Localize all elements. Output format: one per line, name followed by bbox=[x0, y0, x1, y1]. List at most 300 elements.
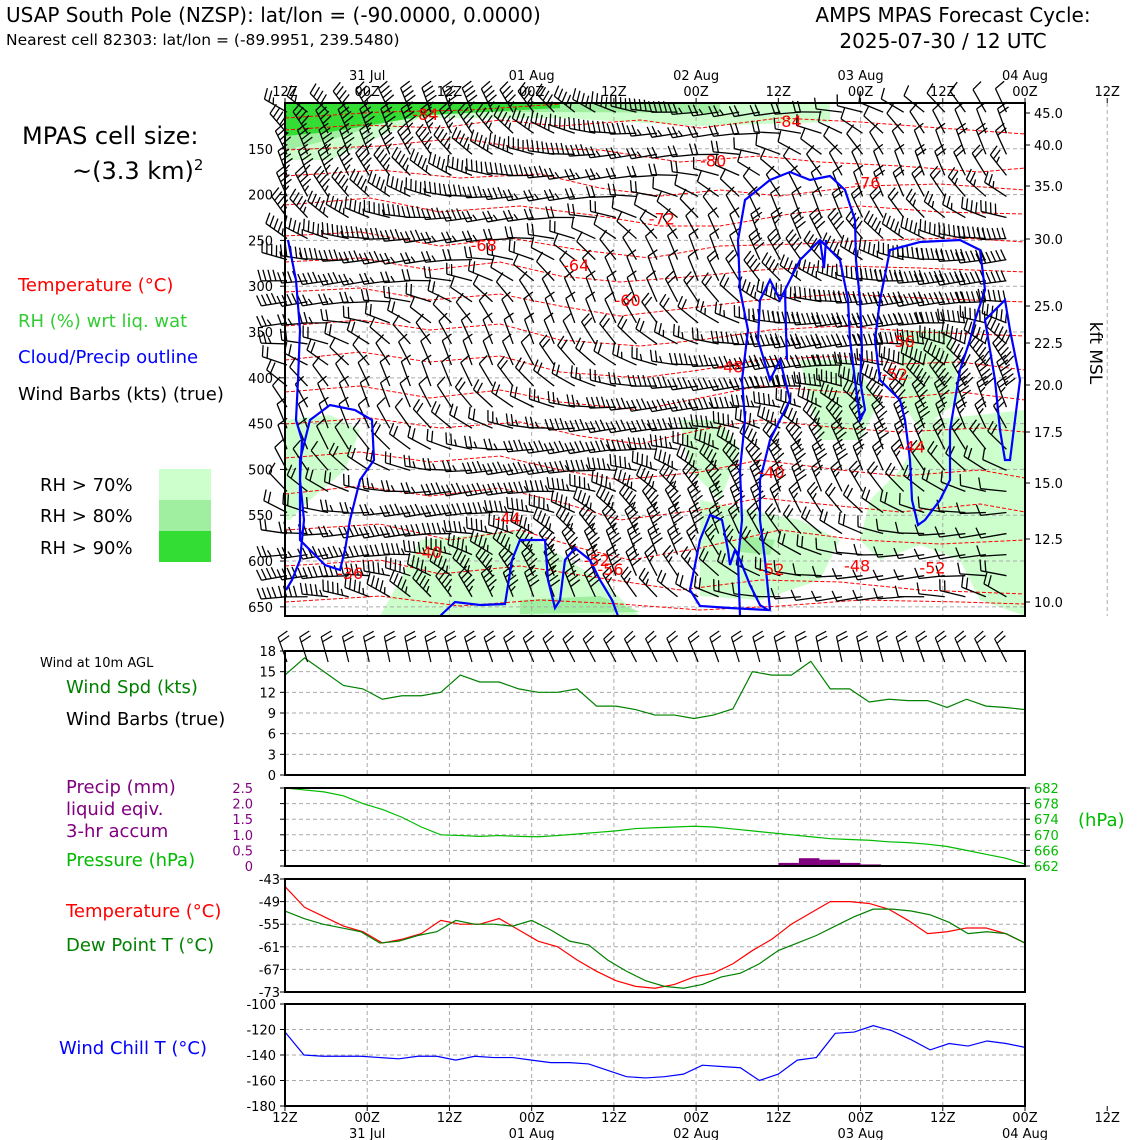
wind-barb-flag bbox=[498, 482, 503, 492]
wind-barb-flag bbox=[879, 228, 881, 234]
wind-barb-flag bbox=[385, 636, 395, 641]
wind-barb-flag bbox=[630, 554, 639, 561]
wind-barb-flag bbox=[330, 337, 335, 347]
wind-barb-flag bbox=[275, 192, 282, 201]
wind-barb-flag bbox=[954, 344, 960, 354]
wind-barb-flag bbox=[836, 631, 846, 636]
wind-barb-flag bbox=[754, 391, 755, 402]
wind-barb-flag bbox=[749, 229, 758, 236]
wind-barb-flag bbox=[277, 569, 282, 579]
wind-barb-flag bbox=[278, 221, 282, 232]
wind-barb-flag bbox=[734, 439, 735, 446]
wind-barb-flag bbox=[733, 636, 743, 642]
wind-barb-flag bbox=[586, 636, 594, 644]
wind-barb-flag bbox=[958, 311, 960, 322]
y-right-tick-label: 10.0 bbox=[1034, 596, 1063, 611]
wind-barb-flag bbox=[842, 315, 847, 325]
wind-barb-flag bbox=[314, 248, 317, 259]
wind-barb-flag bbox=[958, 563, 960, 574]
wind-barb-flag bbox=[585, 512, 592, 521]
wind-barb-flag bbox=[683, 399, 688, 409]
wind-barb-flag bbox=[831, 461, 840, 468]
wind-barb-flag bbox=[289, 218, 291, 229]
wind-barb-flag bbox=[462, 81, 471, 88]
wind-barb-flag bbox=[786, 230, 793, 239]
wind-barb-flag bbox=[584, 318, 592, 326]
precip-tick-label: 2.0 bbox=[232, 797, 253, 813]
wind-barb-flag bbox=[1002, 228, 1005, 239]
wind-barb-flag bbox=[703, 398, 707, 409]
wind-barb-flag bbox=[508, 464, 513, 474]
wind-barb-flag bbox=[955, 178, 958, 184]
wind-barb-flag bbox=[775, 242, 783, 250]
wind-barb-flag bbox=[294, 586, 297, 597]
wind-barb bbox=[801, 139, 822, 155]
wind-barb-flag bbox=[405, 137, 413, 145]
wind-barb-flag bbox=[339, 201, 342, 212]
wind-barb-flag bbox=[728, 414, 729, 425]
wind-barb-flag bbox=[329, 530, 333, 536]
wind-barb-flag bbox=[668, 127, 673, 137]
wind-barb bbox=[504, 638, 513, 662]
y-tick-label: -73 bbox=[258, 986, 280, 1001]
wind-barb bbox=[558, 345, 575, 365]
wind-barb-flag bbox=[558, 89, 562, 100]
wind-barb-flag bbox=[590, 169, 595, 179]
wind-barb-flag bbox=[950, 292, 954, 303]
precip-tick-label: 1.5 bbox=[232, 813, 253, 829]
wind-barb-flag bbox=[648, 491, 655, 500]
wind-barb-flag bbox=[320, 590, 322, 596]
wind-barb-flag bbox=[491, 256, 494, 267]
wind-barb-flag bbox=[996, 123, 1005, 130]
wind-barb-flag bbox=[804, 231, 810, 241]
wind-barb-flag bbox=[931, 312, 934, 323]
wind-barb-flag bbox=[378, 562, 379, 573]
wind-barb bbox=[393, 324, 410, 343]
wind-barb-flag bbox=[834, 242, 839, 252]
wind-barb-flag bbox=[806, 336, 811, 346]
wind-barb-flag bbox=[422, 132, 429, 141]
wind-barb bbox=[551, 502, 575, 513]
wind-barb-flag bbox=[916, 631, 925, 637]
y-tick-label: 18 bbox=[259, 645, 276, 660]
wind-barb-flag bbox=[687, 524, 696, 532]
wind-barb-flag bbox=[562, 92, 566, 103]
wind-barb-flag bbox=[673, 400, 678, 410]
wind-barb-flag bbox=[650, 528, 659, 535]
wind-barb-flag bbox=[864, 211, 869, 221]
wind-barb-flag bbox=[976, 202, 977, 213]
wind-barb-flag bbox=[732, 420, 734, 427]
wind-barb-flag bbox=[441, 133, 447, 143]
wind-barb-flag bbox=[805, 288, 806, 299]
wind-barb bbox=[509, 251, 533, 260]
wind-barb bbox=[550, 231, 575, 238]
wind-barb-flag bbox=[431, 483, 436, 493]
wind-barb-flag bbox=[257, 588, 261, 599]
wind-barb-flag bbox=[477, 461, 481, 472]
temperature-label: -56 bbox=[888, 332, 915, 352]
wind-barb-flag bbox=[640, 209, 646, 218]
wind-barb bbox=[648, 256, 657, 280]
wind-barb-flag bbox=[325, 322, 327, 333]
wind-barb-flag bbox=[350, 169, 355, 179]
wind-barb-flag bbox=[618, 316, 623, 326]
wind-barb-flag bbox=[340, 292, 343, 303]
wind-barb-flag bbox=[627, 166, 631, 177]
wind-barb-flag bbox=[755, 242, 764, 249]
wind-barb-flag bbox=[796, 337, 801, 347]
wind-barb-flag bbox=[261, 569, 266, 579]
wind-barb-flag bbox=[545, 485, 548, 491]
wind-barb-flag bbox=[332, 167, 338, 176]
wind-barb bbox=[314, 175, 328, 197]
bottom-date-label: 01 Aug bbox=[508, 1127, 555, 1140]
wind-barb-flag bbox=[342, 631, 352, 637]
wind-barb bbox=[479, 364, 492, 386]
wind-barb-flag bbox=[544, 443, 549, 453]
wind-barb-flag bbox=[697, 328, 698, 339]
wind-barb bbox=[892, 131, 903, 154]
wind-barb-flag bbox=[375, 425, 381, 435]
wind-barb-flag bbox=[788, 261, 792, 272]
wind-barb-flag bbox=[612, 197, 613, 208]
wind-barb bbox=[455, 387, 472, 407]
wind-barb-flag bbox=[797, 221, 806, 228]
wind-barb-flag bbox=[709, 254, 718, 262]
wind-barb-flag bbox=[560, 494, 562, 505]
wind-barb-flag bbox=[380, 506, 385, 516]
wind-barb-flag bbox=[384, 286, 385, 297]
wind-barb-flag bbox=[957, 636, 966, 643]
wind-barb-flag bbox=[410, 505, 415, 515]
wind-barb-flag bbox=[360, 546, 364, 557]
wind-barb-flag bbox=[724, 378, 729, 388]
wind-barb-flag bbox=[796, 636, 806, 641]
wind-barb-flag bbox=[430, 182, 431, 193]
wind-barb bbox=[710, 638, 719, 662]
y-right-tick-label: 40.0 bbox=[1034, 139, 1063, 154]
wind-barb-flag bbox=[391, 176, 393, 187]
wind-barb-flag bbox=[280, 636, 289, 643]
wind-barb-flag bbox=[676, 161, 677, 172]
wind-barb bbox=[479, 301, 492, 323]
wind-barb bbox=[446, 260, 472, 261]
wind-barb bbox=[916, 637, 924, 662]
wind-barb-flag bbox=[494, 444, 497, 450]
wind-barb-flag bbox=[639, 568, 645, 578]
wind-barb-flag bbox=[673, 379, 678, 389]
wind-barb bbox=[516, 367, 534, 386]
wind-barb bbox=[400, 383, 410, 407]
wind-barb-flag bbox=[649, 164, 652, 175]
wind-barb-flag bbox=[537, 252, 543, 262]
wind-barb-flag bbox=[481, 81, 490, 88]
top-tick-label: 12Z bbox=[765, 85, 792, 100]
wind-barb-flag bbox=[489, 513, 490, 524]
wind-barb-flag bbox=[462, 463, 466, 474]
wind-barb-flag bbox=[358, 397, 367, 404]
wind-barb-flag bbox=[385, 186, 386, 193]
wind-barb-flag bbox=[726, 332, 728, 343]
wind-barb-flag bbox=[342, 94, 349, 103]
wind-barb-flag bbox=[987, 228, 990, 239]
wind-barb-flag bbox=[591, 537, 600, 544]
wind-barb-flag bbox=[1001, 347, 1009, 355]
wind-barb-flag bbox=[888, 314, 893, 324]
wind-barb bbox=[919, 259, 945, 260]
wind-barb-flag bbox=[576, 173, 580, 178]
wind-barb-flag bbox=[632, 516, 641, 524]
wind-barb bbox=[831, 468, 842, 491]
wind-barb-flag bbox=[753, 631, 763, 637]
wind-barb bbox=[483, 341, 492, 365]
wind-barb-flag bbox=[833, 217, 841, 225]
wind-barb-flag bbox=[598, 458, 600, 469]
wind-barb-flag bbox=[598, 343, 601, 354]
wind-barb-flag bbox=[872, 351, 873, 362]
temperature-label: -72 bbox=[648, 209, 675, 229]
wind-barb-flag bbox=[426, 636, 436, 641]
top-date-label: 01 Aug bbox=[508, 69, 555, 84]
wind-barb-flag bbox=[668, 379, 673, 389]
wind-barb-flag bbox=[930, 222, 931, 233]
wind-barb-flag bbox=[847, 125, 854, 134]
wind-barb-flag bbox=[497, 356, 504, 365]
wind-barb-flag bbox=[837, 249, 839, 256]
wind-barb-flag bbox=[525, 417, 528, 428]
temperature-label: -64 bbox=[563, 256, 590, 276]
wind-barb-flag bbox=[750, 259, 757, 268]
wind-barb-flag bbox=[421, 485, 426, 495]
wind-barb-flag bbox=[795, 242, 802, 251]
wind-barb-flag bbox=[864, 334, 868, 345]
wind-barb-flag bbox=[775, 453, 783, 461]
wind-barb bbox=[864, 116, 883, 133]
wind-barb-flag bbox=[437, 157, 440, 168]
wind-barb-flag bbox=[490, 162, 492, 173]
wind-barb-flag bbox=[549, 443, 554, 453]
wind-barb-flag bbox=[873, 570, 878, 580]
wind-barb-flag bbox=[462, 212, 467, 222]
wind-barb-flag bbox=[542, 339, 549, 348]
wind-barb-flag bbox=[642, 454, 643, 465]
wind-barb-flag bbox=[670, 491, 678, 499]
wind-barb bbox=[528, 428, 554, 429]
wind-barb-flag bbox=[650, 434, 651, 445]
wind-barb-flag bbox=[309, 248, 312, 259]
wind-barb-flag bbox=[466, 167, 467, 174]
wind-barb-flag bbox=[741, 333, 744, 344]
wind-barb-flag bbox=[632, 451, 633, 462]
wind-barb-flag bbox=[605, 507, 613, 515]
wind-barb-flag bbox=[645, 545, 653, 553]
temperature-contour bbox=[285, 170, 1025, 196]
wind-barb-flag bbox=[484, 631, 493, 637]
wind-barb bbox=[818, 272, 842, 281]
wind-barb-flag bbox=[658, 419, 662, 430]
precip-tick-label: 0.5 bbox=[232, 844, 253, 860]
wind-barb-flag bbox=[973, 339, 980, 348]
wind-barb bbox=[707, 257, 718, 280]
wind-barb-flag bbox=[267, 320, 271, 326]
wind-barb-flag bbox=[385, 95, 394, 102]
wind-barb-flag bbox=[714, 379, 719, 389]
wind-barb-flag bbox=[646, 631, 655, 639]
wind-barb-flag bbox=[309, 529, 312, 535]
wind-barb-flag bbox=[982, 302, 983, 313]
wind-barb-flag bbox=[997, 636, 1005, 644]
wind-barb-flag bbox=[406, 95, 415, 102]
wind-barb bbox=[353, 345, 369, 365]
wind-barb-flag bbox=[829, 487, 836, 496]
wind-barb-flag bbox=[456, 130, 461, 140]
wind-barb-flag bbox=[951, 326, 953, 337]
wind-barb bbox=[302, 259, 328, 260]
wind-barb-flag bbox=[485, 526, 487, 532]
wind-barb-flag bbox=[390, 570, 394, 581]
wind-barb-flag bbox=[402, 269, 405, 280]
wind-barb-flag bbox=[346, 226, 348, 237]
wind-barb-flag bbox=[753, 419, 754, 426]
pressure-tick-label: 678 bbox=[1034, 797, 1059, 813]
wind-barb-flag bbox=[344, 252, 348, 263]
wind-barb-flag bbox=[400, 128, 408, 136]
y-right-tick-label: 12.5 bbox=[1034, 533, 1063, 548]
wind-barb-flag bbox=[288, 494, 289, 505]
wind-barb-flag bbox=[844, 485, 849, 495]
wind-barb bbox=[686, 216, 698, 239]
wind-barb-flag bbox=[789, 234, 796, 243]
wind-barb-flag bbox=[1001, 387, 1006, 392]
wind-barb-flag bbox=[887, 104, 893, 113]
wind-barb-flag bbox=[315, 584, 317, 595]
wind-barb-flag bbox=[391, 276, 394, 282]
wind-barb bbox=[395, 407, 410, 428]
y-tick-label: 500 bbox=[248, 463, 273, 479]
wind-barb-flag bbox=[326, 165, 330, 170]
wind-barb-flag bbox=[257, 296, 262, 306]
y-tick-label: -120 bbox=[246, 1023, 276, 1039]
wind-barb-flag bbox=[774, 631, 784, 637]
y-tick-label: -55 bbox=[258, 918, 280, 934]
wind-barb-flag bbox=[563, 631, 571, 639]
wind-barb-flag bbox=[270, 216, 274, 227]
wind-barb-flag bbox=[652, 126, 657, 136]
wind-barb-flag bbox=[867, 350, 868, 361]
wind-barb-flag bbox=[564, 118, 565, 129]
wind-barb-flag bbox=[672, 495, 680, 503]
wind-barb-flag bbox=[477, 383, 482, 393]
wind-barb-flag bbox=[539, 525, 546, 534]
wind-barb-flag bbox=[859, 238, 861, 249]
wind-barb-flag bbox=[816, 631, 826, 636]
wind-barb-flag bbox=[351, 226, 353, 237]
wind-barb-flag bbox=[854, 472, 858, 478]
top-date-label: 02 Aug bbox=[673, 69, 720, 84]
wind-barb-flag bbox=[313, 222, 314, 233]
wind-barb-flag bbox=[262, 588, 266, 599]
wind-barb-flag bbox=[406, 165, 408, 171]
wind-barb bbox=[381, 383, 390, 407]
wind-barb-flag bbox=[791, 590, 795, 600]
wind-barb-flag bbox=[377, 398, 385, 406]
wind-barb bbox=[613, 354, 637, 365]
wind-barb-flag bbox=[634, 194, 637, 205]
top-tick-label: 00Z bbox=[683, 85, 709, 100]
wind-barb-flag bbox=[300, 631, 310, 637]
wind-barb-flag bbox=[611, 421, 616, 431]
wind-barb-flag bbox=[465, 436, 467, 447]
wind-barb-flag bbox=[540, 480, 543, 491]
wind-barb-flag bbox=[979, 347, 986, 356]
temperature-label: -52 bbox=[919, 558, 946, 578]
wind-barb-flag bbox=[504, 441, 508, 452]
wind-barb-flag bbox=[960, 385, 969, 392]
wind-barb-flag bbox=[307, 497, 308, 508]
wind-barb-flag bbox=[881, 353, 882, 364]
wind-barb-flag bbox=[905, 218, 907, 229]
wind-barb-flag bbox=[748, 429, 753, 439]
wind-speed-line bbox=[285, 658, 1025, 719]
wind-barb-flag bbox=[738, 151, 741, 162]
wind-barb bbox=[502, 341, 513, 365]
wind-barb-flag bbox=[425, 91, 434, 98]
wind-barb-flag bbox=[375, 545, 379, 556]
wind-barb-flag bbox=[524, 191, 529, 201]
wind-barb-flag bbox=[318, 224, 319, 235]
wind-barb-flag bbox=[994, 323, 999, 333]
windchill-label: Wind Chill T (°C) bbox=[59, 1038, 207, 1059]
wind-barb-flag bbox=[433, 154, 436, 165]
wind-barb-flag bbox=[751, 377, 755, 388]
wind-barb-flag bbox=[873, 386, 879, 395]
wind-barb-flag bbox=[934, 224, 935, 235]
wind-barb bbox=[569, 470, 595, 471]
wind-barb-flag bbox=[955, 631, 964, 638]
y-tick-label: 450 bbox=[248, 417, 273, 433]
wind-barb bbox=[416, 133, 431, 154]
wind-barb-flag bbox=[345, 292, 348, 303]
wind-barb-flag bbox=[827, 314, 831, 324]
bottom-date-label: 03 Aug bbox=[837, 1127, 884, 1140]
wind-barb-flag bbox=[403, 132, 411, 140]
wind-barb-flag bbox=[930, 166, 937, 175]
wind-barb-flag bbox=[359, 528, 364, 538]
wind-barb-flag bbox=[390, 230, 394, 241]
wind-barb-flag bbox=[383, 90, 392, 97]
wind-barb-flag bbox=[688, 127, 693, 137]
wind-barb-flag bbox=[346, 165, 350, 170]
y-tick-label: -180 bbox=[246, 1100, 276, 1115]
wind-barb-flag bbox=[715, 302, 716, 313]
wind-barb-flag bbox=[653, 538, 662, 545]
wind-barb-flag bbox=[466, 636, 476, 642]
wind-barb-flag bbox=[308, 273, 313, 283]
wind-barb-flag bbox=[606, 636, 614, 644]
top-tick-label: 00Z bbox=[1012, 85, 1038, 100]
wind10m-frame bbox=[285, 651, 1025, 775]
wind-barb-flag bbox=[678, 378, 683, 388]
wind-barb bbox=[356, 153, 369, 175]
wind-barb-flag bbox=[693, 379, 698, 389]
wind-barb-flag bbox=[713, 411, 714, 422]
wind-barb-flag bbox=[755, 292, 756, 299]
wind-barb-flag bbox=[466, 517, 467, 528]
precip-frame bbox=[285, 788, 1025, 866]
wind-barb-flag bbox=[467, 158, 468, 169]
